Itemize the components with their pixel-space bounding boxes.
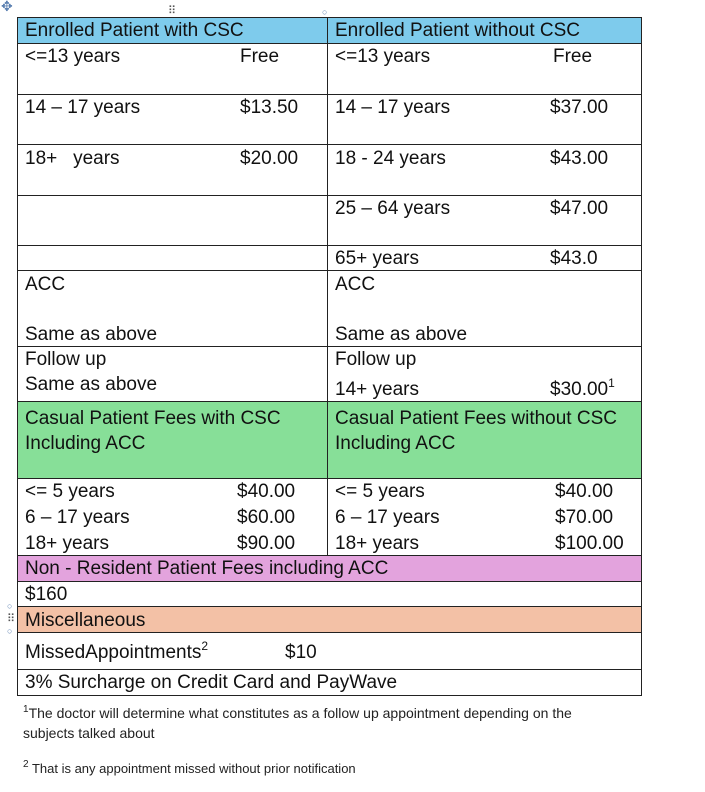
footnote-2 xyxy=(23,759,356,779)
row-price-right: Free xyxy=(553,46,593,67)
drag-handle-icon[interactable]: ⠿ xyxy=(7,613,16,625)
row-price-right: $43.00 xyxy=(550,148,609,169)
row-price-left: $13.50 xyxy=(240,97,299,118)
casual-label-left: 6 – 17 years xyxy=(25,507,130,528)
non-resident-value: $160 xyxy=(25,584,68,605)
resize-handle-icon[interactable]: ○ xyxy=(322,7,328,17)
follow-up-text-left: Same as above xyxy=(25,374,158,395)
footnote-ref-1[interactable]: 1 xyxy=(608,376,615,390)
casual-price-right: $40.00 xyxy=(555,481,614,502)
footnote-2-text: That is any appointment missed without prior notification xyxy=(28,761,356,776)
casual-price-left: $90.00 xyxy=(237,533,296,554)
header-without-csc: Enrolled Patient without CSC xyxy=(335,20,581,41)
footnote-1-cont: subjects talked about xyxy=(23,725,155,741)
casual-label-right: 18+ years xyxy=(335,533,419,554)
acc-text-right: Same as above xyxy=(335,324,468,345)
acc-title-left: ACC xyxy=(25,274,66,295)
casual-header-with-csc: Casual Patient Fees with CSC Including ACC xyxy=(25,408,281,454)
row-price-right: $37.00 xyxy=(550,97,609,118)
surcharge-text: 3% Surcharge on Credit Card and PayWave xyxy=(25,672,398,693)
row-label-left: <=13 years xyxy=(25,46,121,67)
row-label-right: 65+ years xyxy=(335,248,419,269)
missed-appointments-label: MissedAppointments$^2$ xyxy=(25,639,209,663)
follow-up-price-right: $30.00$^1$ xyxy=(550,376,615,400)
row-label-left: 14 – 17 years xyxy=(25,97,141,118)
casual-label-right: 6 – 17 years xyxy=(335,507,440,528)
footnote-1-line1: The doctor will determine what constitutes as a follow up appointment depending on the xyxy=(28,705,572,721)
header-with-csc: Enrolled Patient with CSC xyxy=(25,20,244,41)
acc-title-right: ACC xyxy=(335,274,376,295)
follow-up-title-left: Follow up xyxy=(25,349,107,370)
row-label-right: 18 - 24 years xyxy=(335,148,446,169)
footnote-1-mark: 1 xyxy=(23,704,29,715)
casual-label-right: <= 5 years xyxy=(335,481,425,502)
row-price-right: $43.0 xyxy=(550,248,598,269)
row-label-right: 25 – 64 years xyxy=(335,198,451,219)
row-price-left: Free xyxy=(240,46,280,67)
casual-price-left: $40.00 xyxy=(237,481,296,502)
row-label-right: 14 – 17 years xyxy=(335,97,451,118)
drag-handle-icon[interactable]: ⠿ xyxy=(168,5,177,17)
row-price-right: $47.00 xyxy=(550,198,609,219)
row-label-right: <=13 years xyxy=(335,46,431,67)
missed-appointments-price: $10 xyxy=(285,642,317,663)
acc-text-left: Same as above xyxy=(25,324,158,345)
casual-price-right: $100.00 xyxy=(555,533,624,554)
row-price-left: $20.00 xyxy=(240,148,299,169)
follow-up-label-right: 14+ years xyxy=(335,379,419,400)
casual-price-right: $70.00 xyxy=(555,507,614,528)
casual-label-left: <= 5 years xyxy=(25,481,115,502)
follow-up-title-right: Follow up xyxy=(335,349,417,370)
misc-title: Miscellaneous xyxy=(25,610,146,631)
casual-header-without-csc: Casual Patient Fees without CSC Including ACC xyxy=(335,408,617,454)
non-resident-title: Non - Resident Patient Fees including ACC xyxy=(25,558,389,579)
row-label-left: 18+ years xyxy=(25,148,120,169)
footnote-2-mark: 2 xyxy=(23,759,29,770)
move-icon[interactable]: ✥ xyxy=(1,0,13,14)
resize-handle-icon[interactable]: ○ xyxy=(7,601,13,611)
casual-price-left: $60.00 xyxy=(237,507,296,528)
footnote-1 xyxy=(23,703,572,723)
footnote-ref-2[interactable]: 2 xyxy=(201,639,209,653)
resize-handle-icon[interactable]: ○ xyxy=(7,626,13,636)
casual-label-left: 18+ years xyxy=(25,533,109,554)
